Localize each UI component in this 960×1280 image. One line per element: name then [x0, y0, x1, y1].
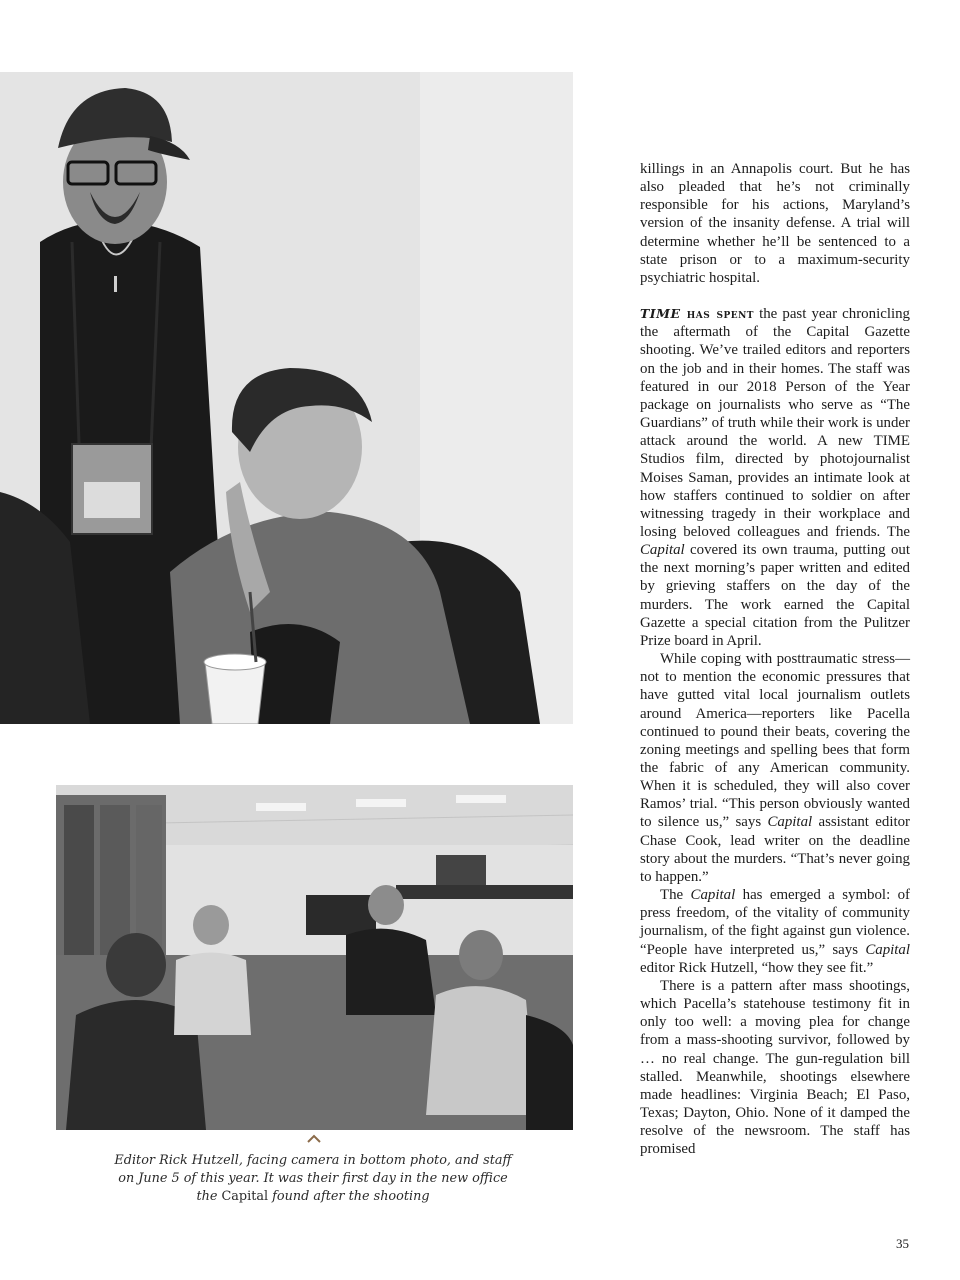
chevron-up-icon [306, 1134, 322, 1144]
lead-in [640, 306, 754, 321]
article-paragraph-1: killings in an Annapolis court. But he has also pleaded that he’s not criminally responsible for his actions, Maryland’s version of the insanity defense. A trial will determine whether he’ll be sentenced to a state prison or to a maximum-security psychiatric hospital. [640, 161, 910, 286]
page-number: 35 [896, 1236, 909, 1251]
bottom-photo-illustration [56, 785, 573, 1130]
p3-italic: Capital [767, 814, 813, 831]
p4-italic-2: Capital [865, 941, 910, 958]
caption-part-1: Editor Rick Hutzell, facing camera in bottom photo, and staff on June 5 of this year. It was their first day in the new office the [114, 1153, 512, 1204]
p4-italic-1: Capital [690, 887, 736, 904]
lead-in-rest: has spent [680, 306, 754, 322]
lead-in-time: TIME [640, 306, 681, 322]
article-paragraph-3 [640, 650, 910, 886]
p4-text-b: has emerged a symbol: of press freedom, of the vitality of community journalism, of the fight against gun violence. “People have interpreted us,” says [640, 887, 910, 958]
top-photo [0, 72, 573, 724]
article-paragraph-2 [640, 305, 910, 650]
p2-text-b: covered its own trauma, putting out the next morning’s paper written and edited by grieving staffers on the day of the murders. The work earned the Capital Gazette a special citation from the Pulitzer Prize board in April. [640, 542, 910, 649]
caption-part-2: found after the shooting [268, 1189, 430, 1204]
article-paragraph-5: There is a pattern after mass shootings, which Pacella’s statehouse testimony fit in only too well: a moving plea for change from a mass-shooting survivor, followed by … no real change. The gun-regulation bill stalled. Meanwhile, shootings elsewhere made headlines: Virginia Beach; El Paso, Texas; Dayton, Ohio. None of it damped the resolve of the newsroom. The staff has promised [640, 977, 910, 1158]
caption-publication: Capital [221, 1189, 269, 1204]
p4-text-a: The [660, 887, 691, 904]
p2-text-a: the past year chronicling the aftermath of the Capital Gazette shooting. We’ve trailed editors and reporters on the job and in their homes. The staff was featured in our 2018 Person of the Year package on journalists who serve as “The Guardians” of truth while their work is under attack around the world. A new TIME Studios film, directed by photojournalist Moises Saman, provides an intimate look at how staffers continued to soldier on after witnessing tragedy in their workplace and losing beloved colleagues and friends. The [640, 306, 910, 540]
top-photo-illustration [0, 72, 573, 724]
article-paragraph-4 [640, 886, 910, 977]
p4-text-c: editor Rick Hutzell, “how they see fit.” [640, 959, 874, 976]
p2-italic: Capital [640, 542, 685, 559]
p3-text-a: While coping with posttraumatic stress—not to mention the economic pressures that have gutted vital local journalism outlets around America—reporters like Pacella continued to pound their beats, covering the zoning meetings and spelling bees that form the fabric of any American community. When it is scheduled, they will also cover Ramos’ trial. “This person obviously wanted to silence us,” says [640, 651, 910, 831]
bottom-photo [56, 785, 573, 1130]
article-column [640, 160, 910, 1158]
p3-text-b: assistant editor Chase Cook, lead writer on the deadline story about the murders. “That’s never going to happen.” [640, 814, 911, 885]
photo-caption [110, 1152, 516, 1206]
